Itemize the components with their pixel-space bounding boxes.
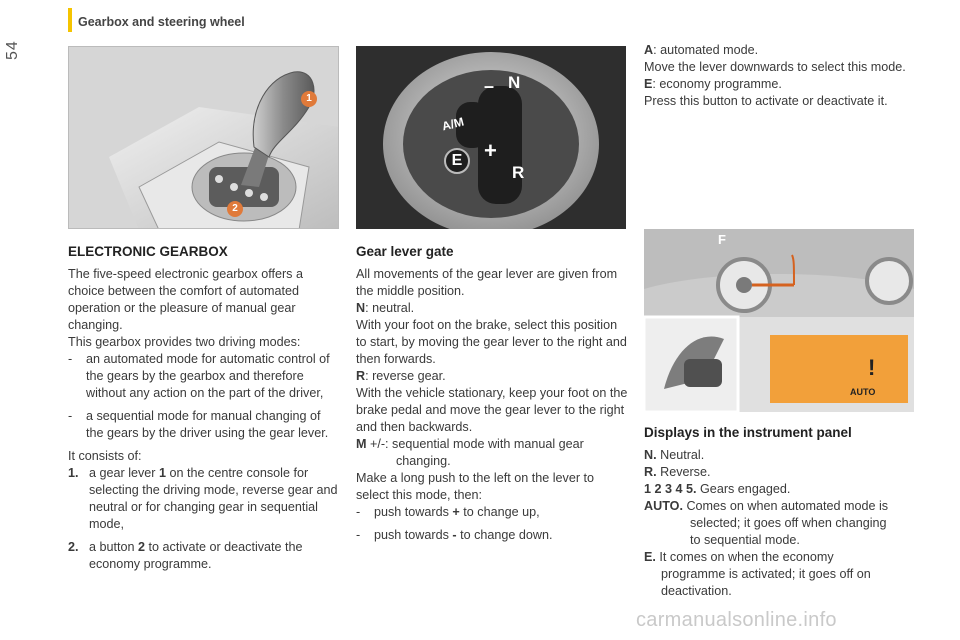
- page-number: 54: [4, 40, 21, 60]
- list-item: - push towards - to change down.: [356, 528, 553, 542]
- display-economy-cont: programme is activated; it goes off on: [661, 567, 871, 581]
- list-item: - push towards + to change up,: [356, 505, 540, 519]
- callout-badge-2: 2: [227, 201, 243, 217]
- watermark: carmanualsonline.info: [636, 609, 837, 631]
- paragraph: All movements of the gear lever are given from the middle position.: [356, 267, 618, 298]
- paragraph: This gearbox provides two driving modes:: [68, 335, 301, 349]
- definition-e: E: economy programme.: [644, 77, 782, 91]
- definition-r: R: reverse gear.: [356, 369, 446, 383]
- heading-displays: Displays in the instrument panel: [644, 425, 852, 440]
- section-title: Gearbox and steering wheel: [78, 15, 245, 29]
- column-modes: [644, 42, 918, 110]
- display-gears: 1 2 3 4 5. Gears engaged.: [644, 482, 791, 496]
- gate-label-am: A/M: [440, 114, 466, 134]
- list-item: - an automated mode for automatic control of the gears by the gearbox and therefore without any action on the part of the driver,: [68, 352, 330, 400]
- gate-label-minus: –: [484, 76, 495, 96]
- paragraph: Move the lever downwards to select this mode.: [644, 60, 906, 74]
- gear-lever-illustration: [68, 46, 339, 229]
- display-reverse: R. Reverse.: [644, 465, 711, 479]
- display-auto-cont: selected; it goes off when changing: [690, 516, 887, 530]
- callout-badge-1: 1: [301, 91, 317, 107]
- gate-label-n: N: [508, 73, 521, 92]
- heading-gear-lever-gate: Gear lever gate: [356, 244, 454, 259]
- gate-label-r: R: [512, 163, 525, 182]
- panel-auto-indicator: AUTO: [850, 387, 876, 397]
- instrument-panel-illustration: [644, 229, 914, 412]
- header-accent-bar: [68, 8, 72, 32]
- display-neutral: N. Neutral.: [644, 448, 705, 462]
- column-electronic-gearbox: [68, 243, 340, 573]
- definition-m: M +/-: sequential mode with manual gear: [356, 437, 584, 451]
- definition-n: N: neutral.: [356, 301, 415, 315]
- definition-a: A: automated mode.: [644, 43, 759, 57]
- list-item: - a sequential mode for manual changing of the gears by the driver using the gear lever.: [68, 409, 329, 440]
- gate-label-plus: +: [484, 138, 497, 163]
- panel-gear-indicator: !: [868, 355, 876, 380]
- paragraph: With your foot on the brake, select this position to start, by moving the gear lever to the right and then forwards.: [356, 318, 627, 366]
- display-economy-cont: deactivation.: [661, 584, 732, 598]
- column-instrument-displays: [644, 424, 920, 600]
- column-gear-lever-gate: [356, 243, 628, 544]
- definition-m-cont: changing.: [396, 454, 451, 468]
- paragraph: Press this button to activate or deactivate it.: [644, 94, 888, 108]
- display-auto-cont: to sequential mode.: [690, 533, 800, 547]
- numbered-item: 2. a button 2 to activate or deactivate the economy programme.: [68, 540, 303, 571]
- gear-lever-gate-illustration: [356, 46, 626, 229]
- numbered-item: 1. a gear lever 1 on the centre console for selecting the driving mode, reverse gear and neutral or for changing gear in sequential mode,: [68, 466, 338, 531]
- paragraph: With the vehicle stationary, keep your foot on the brake pedal and move the gear lever to the right and then backwards.: [356, 386, 628, 434]
- display-economy: E. It comes on when the economy: [644, 550, 834, 564]
- panel-fuel-letter: F: [718, 232, 726, 247]
- gear-lever-drawing: [69, 47, 339, 229]
- paragraph: Make a long push to the left on the lever to select this mode, then:: [356, 471, 595, 502]
- paragraph: It consists of:: [68, 449, 142, 463]
- gate-label-e: E: [444, 148, 470, 174]
- paragraph: The five-speed electronic gearbox offers a choice between the comfort of automated operation or the pleasure of manual gear changing.: [68, 267, 303, 332]
- heading-electronic-gearbox: ELECTRONIC GEARBOX: [68, 244, 228, 259]
- display-auto: AUTO. Comes on when automated mode is: [644, 499, 889, 513]
